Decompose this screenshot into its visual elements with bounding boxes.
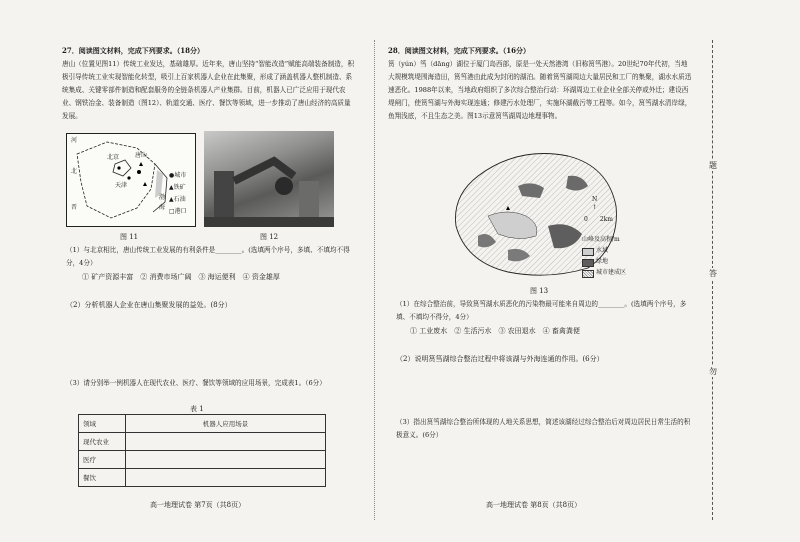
table-header-row — [79, 415, 326, 433]
q28-sub2: （2）说明筼筜湖综合整治过程中将该湖与外海连通的作用。(6分） — [396, 355, 604, 363]
table-row-label: 医疗 — [79, 451, 126, 469]
table-row-label: 餐饮 — [79, 469, 126, 487]
legend-water-swatch — [582, 248, 594, 256]
map-scale: 0 2km — [584, 216, 613, 223]
map-label-bo: 渤 — [159, 194, 166, 201]
map-legend-port: □港口 — [169, 208, 187, 215]
table-1 — [78, 414, 326, 487]
margin-char-2: 答 — [709, 269, 717, 278]
q27-intro: 唐山（位置见图11）传统工业发达，基础雄厚。近年来，唐山坚持“智能改造”赋能高端装备制造，积极引导传统工业实现智能化转型，吸引上百家机器人企业在此集聚，形成了涵盖机器人整机制造、系统集成、关键零部件制造和配套服务的全链条机器人产业集群。目前，机器人已广泛应用于现代农业、钢铁冶金、装备制造（图12）、轨道交通、医疗、餐饮等领域，进一步推动了唐山经济的高质量发展。 — [62, 60, 355, 120]
map-label-he: 河 — [71, 137, 78, 144]
right-page-footer: 高一地理试卷 第8页（共8页） — [486, 501, 582, 509]
figure-12-caption: 图 12 — [260, 233, 279, 241]
table-row — [79, 451, 326, 469]
table-header-scene: 机器人应用场景 — [126, 415, 326, 433]
map-legend-city: ●城市 — [169, 172, 187, 179]
q27-header: 27．阅读图文材料，完成下列要求。（18分） — [62, 46, 204, 55]
legend-peak: 山峰及高程/m — [582, 236, 620, 243]
map-legend-iron: ▲铁矿 — [169, 184, 186, 191]
legend-urban: 城市建成区 — [596, 269, 627, 276]
map-label-tianjin: 天津 — [115, 182, 128, 189]
q28-header: 28．阅读图文材料，完成下列要求。（16分） — [388, 46, 530, 55]
q28-sub3: （3）指出筼筜湖综合整治所体现的人地关系思想，简述该湖经过综合整治后对周边居民日常生活的积极意义。(6分） — [396, 418, 691, 439]
left-page-footer: 高一地理试卷 第7页（共8页） — [150, 501, 246, 509]
figure-13-caption: 图 13 — [530, 287, 549, 295]
margin-char-3: 勿 — [709, 367, 717, 376]
tangshan-location-map — [66, 133, 196, 227]
table-answer-cell[interactable] — [126, 469, 326, 487]
q28-intro: 筼（yún）筜（dāng）湖位于厦门岛西部，原是一处天然港湾（旧称筼筜港）。20世纪70年代初，当地大规模筑堤围海造田，筼筜港由此成为封闭的湖泊。随着筼筜湖周边大量居民和工厂的集聚，湖水水质迅速恶化。1988年以来，当地政府组织了多次综合整治行动：环湖周边工业企业全部关停或外迁；建设西堤闸门，使筼筜湖与外海实现连通；修建污水处理厂，实施环湖截污等工程等。如今，筼筜湖水清岸绿，鱼翔浅底，不且生态之美。图13示意筼筜湖周边地理事物。 — [388, 60, 692, 120]
q27-sub1-options: ① 矿产资源丰富 ② 消费市场广阔 ③ 海运便利 ④ 资金雄厚 — [82, 273, 280, 281]
q28-sub1: （1）在综合整治前，导致筼筜湖水质恶化的污染物最可能来自周边的________。(选填两个序号，多填、不填均不得分，4分） — [396, 300, 687, 321]
map-label-tangshan: 唐山 — [135, 152, 148, 159]
table-row — [79, 469, 326, 487]
table-answer-cell[interactable] — [126, 451, 326, 469]
column-divider — [374, 40, 375, 520]
q27-sub2: （2）分析机器人企业在唐山集聚发展的益处。(8分） — [66, 301, 232, 309]
map-label-jin: 晋 — [71, 204, 78, 211]
table-row — [79, 433, 326, 451]
map-label-beijing: 北京 — [107, 154, 120, 161]
map-label-bei: 北 — [71, 168, 78, 175]
q27-sub1: （1）与北京相比，唐山传统工业发展的有利条件是________。(选填两个序号，多填、不填均不得分，4分） — [66, 246, 350, 267]
q28-sub1-options: ① 工业废水 ② 生活污水 ③ 农田退水 ④ 畜禽粪便 — [410, 327, 580, 335]
map-legend-oil: ▲石油 — [169, 196, 186, 203]
table-header-field: 领域 — [79, 415, 126, 433]
binding-line — [712, 40, 713, 520]
margin-char-1: 题 — [709, 161, 717, 170]
legend-water: 水域 — [596, 247, 609, 254]
figure-11-caption: 图 11 — [120, 233, 139, 241]
table-row-label: 现代农业 — [79, 433, 126, 451]
table-1-title: 表 1 — [190, 405, 204, 413]
legend-green-swatch — [582, 259, 594, 267]
legend-green: 绿地 — [596, 258, 609, 265]
q27-sub3: （3）请分别举一例机器人在现代农业、医疗、餐饮等领域的应用场景，完成表1。（6分） — [66, 379, 326, 387]
table-answer-cell[interactable] — [126, 433, 326, 451]
legend-urban-swatch — [582, 270, 594, 278]
map-label-hai: 海 — [159, 204, 166, 211]
industrial-robot-photo — [204, 131, 334, 227]
north-arrow-icon: N ↑ — [592, 196, 598, 211]
